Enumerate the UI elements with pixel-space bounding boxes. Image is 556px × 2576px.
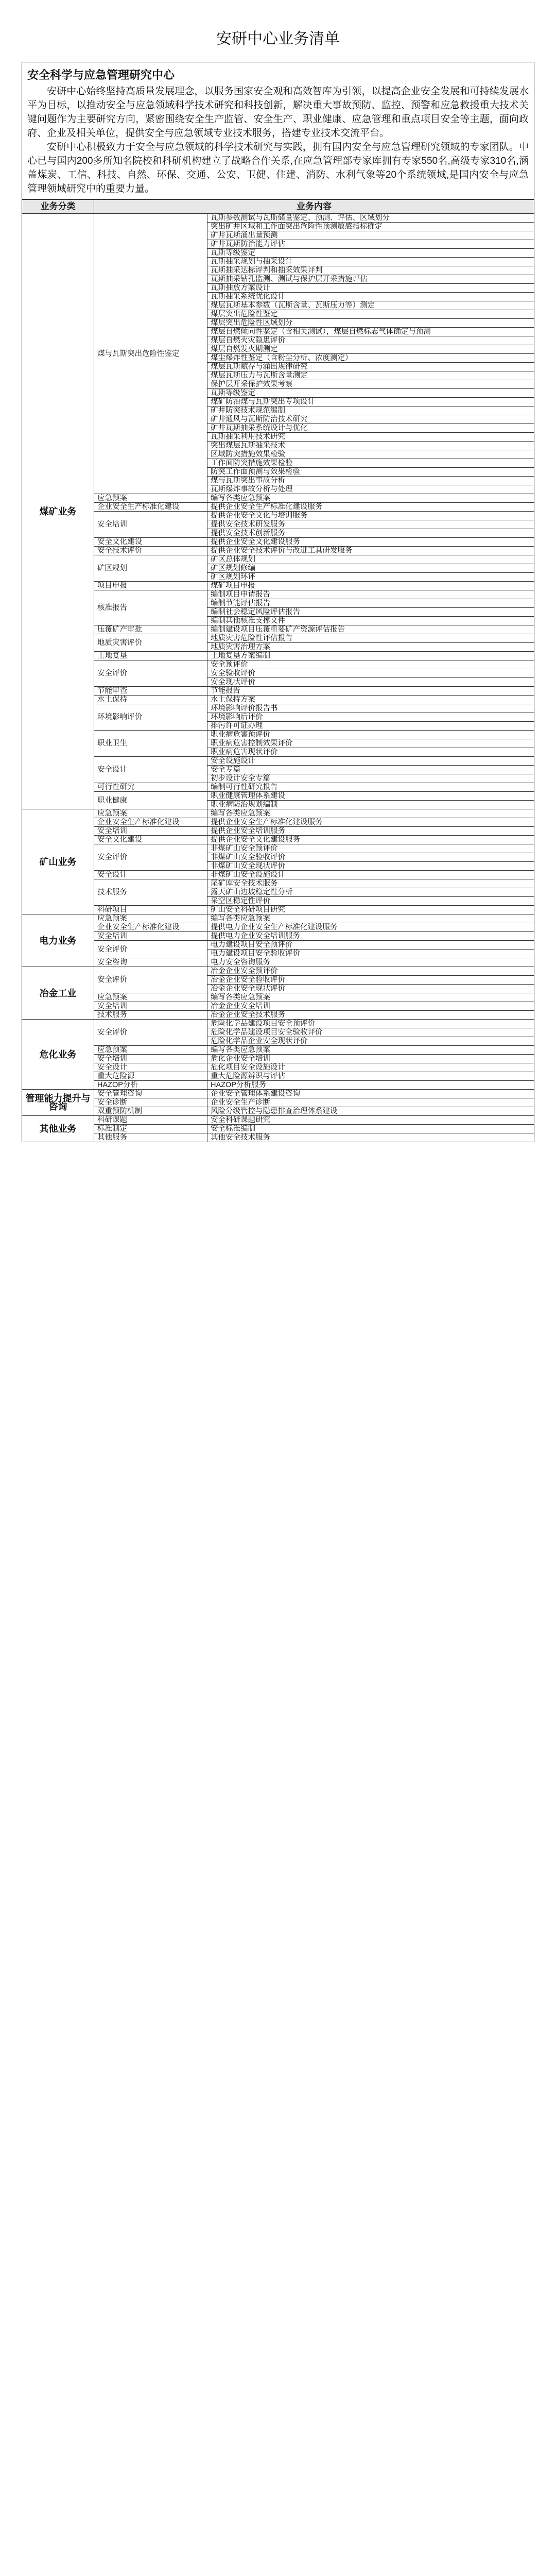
table-row xyxy=(22,512,534,520)
content-cell: 提供电力企业安全生产标准化建设服务 xyxy=(207,923,534,932)
business-table xyxy=(22,199,534,1142)
content-cell: 电力建设项目安全验收评价 xyxy=(207,950,534,958)
content-cell: 水土保持方案 xyxy=(207,696,534,704)
content-cell: 矿井防突技术规范编制 xyxy=(207,406,534,415)
header-content: 业务内容 xyxy=(94,200,534,214)
content-cell: 瓦斯抽采规划与抽采设计 xyxy=(207,258,534,266)
content-cell: 提供电力企业安全培训服务 xyxy=(207,932,534,941)
category-cell: 电力业务 xyxy=(22,914,94,967)
table-row xyxy=(22,696,534,704)
table-row xyxy=(22,704,534,713)
table-row xyxy=(22,1125,534,1133)
subcategory-cell: 其他服务 xyxy=(94,1133,207,1142)
content-cell: 企业安全管理体系建设咨询 xyxy=(207,1090,534,1098)
category-cell: 矿山业务 xyxy=(22,809,94,914)
content-cell: 矿井瓦斯涌出量预测 xyxy=(207,231,534,240)
content-cell: 提供企业安全文化与培训服务 xyxy=(207,512,534,520)
content-cell: 瓦斯抽采钻孔监测、测试与保护层开采措施评估 xyxy=(207,275,534,284)
subcategory-cell: 技术服务 xyxy=(94,879,207,906)
content-cell: 突出矿井区域和工作面突出危险性预测敏感指标确定 xyxy=(207,223,534,231)
table-row xyxy=(22,757,534,766)
content-cell: 安全标准编制 xyxy=(207,1125,534,1133)
subcategory-cell: 安全培训 xyxy=(94,932,207,941)
subcategory-cell: 企业安全生产标准化建设 xyxy=(94,503,207,512)
content-cell: 煤层自燃倾向性鉴定（含相关测试），煤层自燃标志气体确定与预测 xyxy=(207,328,534,336)
table-row xyxy=(22,932,534,941)
table-row xyxy=(22,494,534,503)
content-cell: 环境影响评价报告书 xyxy=(207,704,534,713)
content-cell: 提供企业安全生产标准化建设服务 xyxy=(207,818,534,827)
subcategory-cell: 安全培训 xyxy=(94,1055,207,1063)
content-cell: 矿山安全科研项目研究 xyxy=(207,906,534,914)
content-cell: 职业健康管理体系建设 xyxy=(207,792,534,801)
category-cell: 危化业务 xyxy=(22,1020,94,1090)
content-cell: 尾矿库安全技术服务 xyxy=(207,879,534,888)
subcategory-cell: 安全管理咨询 xyxy=(94,1090,207,1098)
content-cell: 瓦斯抽采系统优化设计 xyxy=(207,293,534,301)
table-row xyxy=(22,941,534,950)
content-cell: 瓦斯等级鉴定 xyxy=(207,249,534,258)
table-row xyxy=(22,783,534,792)
content-cell: 职业病危害预评价 xyxy=(207,731,534,739)
subcategory-cell: 安全评价 xyxy=(94,941,207,958)
table-row xyxy=(22,792,534,801)
table-row xyxy=(22,555,534,564)
content-cell: 编制其他核准支撑文件 xyxy=(207,617,534,625)
content-cell: 煤层突出危险性区域划分 xyxy=(207,319,534,328)
table-row xyxy=(22,731,534,739)
subcategory-cell: 安全技术评价 xyxy=(94,547,207,555)
table-row xyxy=(22,547,534,555)
content-cell: 防突工作面预测与效果检验 xyxy=(207,468,534,477)
content-cell: 煤层瓦斯赋存与涌出规律研究 xyxy=(207,363,534,371)
content-cell: 瓦斯抽放方案设计 xyxy=(207,284,534,293)
intro-heading: 安全科学与应急管理研究中心 xyxy=(27,69,175,81)
content-cell: 危险化学品企业安全现状评价 xyxy=(207,1037,534,1046)
table-row xyxy=(22,1020,534,1028)
table-row xyxy=(22,582,534,590)
category-cell: 其他业务 xyxy=(22,1116,94,1142)
content-cell: HAZOP分析服务 xyxy=(207,1081,534,1090)
content-cell: 安全科研课题研究 xyxy=(207,1116,534,1125)
content-cell: 安全专篇 xyxy=(207,766,534,774)
intro-box xyxy=(22,62,534,199)
table-row xyxy=(22,879,534,888)
category-cell: 管理能力提升与咨询 xyxy=(22,1090,94,1116)
content-cell: 瓦斯抽采达标评判和抽采效果评判 xyxy=(207,266,534,275)
content-cell: 冶金企业安全预评价 xyxy=(207,967,534,976)
content-cell: 安全预评价 xyxy=(207,660,534,669)
content-cell: 采空区稳定性评价 xyxy=(207,897,534,906)
subcategory-cell: 安全设计 xyxy=(94,1063,207,1072)
content-cell: 提供企业安全技术评价与改进工具研发服务 xyxy=(207,547,534,555)
content-cell: 冶金企业安全验收评价 xyxy=(207,976,534,985)
content-cell: 其他安全技术服务 xyxy=(207,1133,534,1142)
subcategory-cell: 安全诊断 xyxy=(94,1098,207,1107)
content-cell: 重大危险源辨识与评估 xyxy=(207,1072,534,1081)
content-cell: 煤矿防治煤与瓦斯突出专项设计 xyxy=(207,398,534,406)
subcategory-cell: 双重预防机制 xyxy=(94,1107,207,1116)
table-row xyxy=(22,958,534,967)
subcategory-cell: 核准报告 xyxy=(94,590,207,625)
content-cell: 矿井瓦斯防治能力评估 xyxy=(207,240,534,249)
content-cell: 瓦斯爆炸事故分析与处理 xyxy=(207,485,534,494)
content-cell: 瓦斯参数测试与瓦斯储量鉴定、预测、评估、区域划分 xyxy=(207,214,534,223)
content-cell: 编制节能评估报告 xyxy=(207,599,534,608)
content-cell: 工作面防突措施效果检验 xyxy=(207,459,534,468)
subcategory-cell: 土地复垦 xyxy=(94,652,207,660)
table-row xyxy=(22,625,534,634)
table-row xyxy=(22,1002,534,1011)
content-cell: 安全验收评价 xyxy=(207,669,534,678)
table-row xyxy=(22,827,534,836)
subcategory-cell: 科研课题 xyxy=(94,1116,207,1125)
subcategory-cell: HAZOP分析 xyxy=(94,1081,207,1090)
content-cell: 瓦斯抽采利用技术研究 xyxy=(207,433,534,442)
table-row xyxy=(22,967,534,976)
subcategory-cell: 安全设计 xyxy=(94,757,207,783)
content-cell: 瓦斯等级鉴定 xyxy=(207,389,534,398)
content-cell: 危化企业安全培训 xyxy=(207,1055,534,1063)
subcategory-cell: 压覆矿产审批 xyxy=(94,625,207,634)
content-cell: 煤矿项目申报 xyxy=(207,582,534,590)
content-cell: 矿区规划环评 xyxy=(207,573,534,582)
content-cell: 安全现状评价 xyxy=(207,678,534,687)
content-cell: 煤层突出危险性鉴定 xyxy=(207,310,534,319)
table-row xyxy=(22,687,534,696)
table-row xyxy=(22,836,534,844)
subcategory-cell: 应急预案 xyxy=(94,1046,207,1055)
table-row xyxy=(22,1090,534,1098)
subcategory-cell: 环境影响评价 xyxy=(94,704,207,731)
subcategory-cell: 安全咨询 xyxy=(94,958,207,967)
table-row xyxy=(22,634,534,643)
subcategory-cell: 职业卫生 xyxy=(94,731,207,757)
table-row xyxy=(22,652,534,660)
content-cell: 初步设计安全专篇 xyxy=(207,774,534,783)
content-cell: 非煤矿山安全预评价 xyxy=(207,844,534,853)
table-row xyxy=(22,906,534,914)
subcategory-cell: 可行性研究 xyxy=(94,783,207,792)
content-cell: 编制可行性研究报告 xyxy=(207,783,534,792)
content-cell: 节能报告 xyxy=(207,687,534,696)
content-cell: 电力建设项目安全预评价 xyxy=(207,941,534,950)
subcategory-cell: 技术服务 xyxy=(94,1011,207,1020)
table-row xyxy=(22,1055,534,1063)
subcategory-cell: 重大危险源 xyxy=(94,1072,207,1081)
content-cell: 矿区总体规划 xyxy=(207,555,534,564)
intro-text xyxy=(27,84,529,196)
subcategory-cell: 安全设计 xyxy=(94,871,207,879)
subcategory-cell: 职业健康 xyxy=(94,792,207,809)
table-row xyxy=(22,1063,534,1072)
content-cell: 编制项目申请报告 xyxy=(207,590,534,599)
subcategory-cell: 节能审查 xyxy=(94,687,207,696)
content-cell: 区域防突措施效果检验 xyxy=(207,450,534,459)
page-title: 安研中心业务清单 xyxy=(216,30,340,47)
content-cell: 矿井通风与瓦斯防治技术研究 xyxy=(207,415,534,424)
table-row xyxy=(22,660,534,669)
subcategory-cell: 安全评价 xyxy=(94,660,207,687)
content-cell: 排污许可证办理 xyxy=(207,722,534,731)
content-cell: 提供安全技术创新服务 xyxy=(207,529,534,538)
content-cell: 编制社会稳定风险评估报告 xyxy=(207,608,534,617)
content-cell: 非煤矿山安全现状评价 xyxy=(207,862,534,871)
content-cell: 非煤矿山安全设施设计 xyxy=(207,871,534,879)
table-row xyxy=(22,1107,534,1116)
table-row xyxy=(22,590,534,599)
content-cell: 编写各类应急预案 xyxy=(207,809,534,818)
table-row xyxy=(22,818,534,827)
content-cell: 非煤矿山安全验收评价 xyxy=(207,853,534,862)
subcategory-cell: 应急预案 xyxy=(94,809,207,818)
content-cell: 冶金企业安全培训 xyxy=(207,1002,534,1011)
table-row xyxy=(22,1116,534,1125)
subcategory-cell: 项目申报 xyxy=(94,582,207,590)
content-cell: 企业安全生产诊断 xyxy=(207,1098,534,1107)
content-cell: 危化项目安全设施设计 xyxy=(207,1063,534,1072)
content-cell: 矿区规划修编 xyxy=(207,564,534,573)
subcategory-cell: 煤与瓦斯突出危险性鉴定 xyxy=(94,214,207,494)
table-row xyxy=(22,1011,534,1020)
subcategory-cell: 标准制定 xyxy=(94,1125,207,1133)
content-cell: 冶金企业安全技术服务 xyxy=(207,1011,534,1020)
content-cell: 风险分级管控与隐患排查治理体系建设 xyxy=(207,1107,534,1116)
subcategory-cell: 安全文化建设 xyxy=(94,538,207,547)
subcategory-cell: 水土保持 xyxy=(94,696,207,704)
table-row xyxy=(22,844,534,853)
content-cell: 提供企业安全生产标准化建设服务 xyxy=(207,503,534,512)
table-row xyxy=(22,914,534,923)
content-cell: 保护层开采保护效果考察 xyxy=(207,380,534,389)
content-cell: 煤尘爆炸性鉴定（含粉尘分析、浓度测定） xyxy=(207,354,534,363)
content-cell: 露天矿山边坡稳定性分析 xyxy=(207,888,534,897)
content-cell: 煤与瓦斯突出事故分析 xyxy=(207,477,534,485)
content-cell: 提供安全技术研发服务 xyxy=(207,520,534,529)
subcategory-cell: 安全培训 xyxy=(94,827,207,836)
subcategory-cell: 安全文化建设 xyxy=(94,836,207,844)
subcategory-cell: 安全评价 xyxy=(94,844,207,871)
content-cell: 编写各类应急预案 xyxy=(207,993,534,1002)
content-cell: 煤层自燃发火期测定 xyxy=(207,345,534,354)
content-cell: 矿井瓦斯抽采系统设计与优化 xyxy=(207,424,534,433)
content-cell: 地质灾害危险性评估报告 xyxy=(207,634,534,643)
content-cell: 冶金企业安全现状评价 xyxy=(207,985,534,993)
subcategory-cell: 企业安全生产标准化建设 xyxy=(94,923,207,932)
header-category: 业务分类 xyxy=(22,200,94,214)
table-row xyxy=(22,923,534,932)
content-cell: 编写各类应急预案 xyxy=(207,1046,534,1055)
content-cell: 提供企业安全文化建设服务 xyxy=(207,538,534,547)
content-cell: 编写各类应急预案 xyxy=(207,914,534,923)
table-row xyxy=(22,538,534,547)
content-cell: 编制建设项目压覆重要矿产资源评估报告 xyxy=(207,625,534,634)
content-cell: 危险化学品建设项目安全预评价 xyxy=(207,1020,534,1028)
content-cell: 电力安全咨询服务 xyxy=(207,958,534,967)
subcategory-cell: 企业安全生产标准化建设 xyxy=(94,818,207,827)
subcategory-cell: 应急预案 xyxy=(94,914,207,923)
table-row xyxy=(22,871,534,879)
content-cell: 地质灾害治理方案 xyxy=(207,643,534,652)
category-cell: 煤矿业务 xyxy=(22,214,94,809)
table-row xyxy=(22,1133,534,1142)
table-row xyxy=(22,1072,534,1081)
content-cell: 提供企业安全文化建设服务 xyxy=(207,836,534,844)
subcategory-cell: 应急预案 xyxy=(94,494,207,503)
content-cell: 环境影响后评价 xyxy=(207,713,534,722)
subcategory-cell: 安全培训 xyxy=(94,1002,207,1011)
content-cell: 提供企业安全培训服务 xyxy=(207,827,534,836)
content-cell: 职业病危害现状评价 xyxy=(207,748,534,757)
subcategory-cell: 应急预案 xyxy=(94,993,207,1002)
subcategory-cell: 安全培训 xyxy=(94,512,207,538)
content-cell: 突出煤层瓦斯抽采技术 xyxy=(207,442,534,450)
category-cell: 冶金工业 xyxy=(22,967,94,1020)
content-cell: 职业病危害控制效果评价 xyxy=(207,739,534,748)
content-cell: 煤层瓦斯压力与瓦斯含量测定 xyxy=(207,371,534,380)
content-cell: 土地复垦方案编制 xyxy=(207,652,534,660)
intro-paragraph: 安研中心积极致力于安全与应急领域的科学技术研究与实践，拥有国内安全与应急管理研究领域的专家团队。中心已与国内200多所知名院校和科研机构建立了战略合作关系,在应急管理部专家库拥有专家550名,高级专家310名,涵盖煤炭、工信、科技、自然、环保、交通、公安、卫健、住建、消防、水利气象等20个系统领域,是国内安全与应急管理领域研究中的重要力量。 xyxy=(27,142,529,194)
subcategory-cell: 地质灾害评价 xyxy=(94,634,207,652)
intro-paragraph: 安研中心始终坚持高质量发展理念，以服务国家安全观和高效智库为引领，以提高企业安全发展和可持续发展水平为目标，以推动安全与应急领域科学技术研究和科技创新，解决重大事故预防、监控、预警和应急救援重大技术关键问题作为主要研究方向，紧密围绕安全生产监管、安全生产、职业健康、应急管理和重点项目安全等主题，面向政府、企业及相关单位，提供安全与应急领域专业技术服务，搭建专业技术交流平台。 xyxy=(27,86,529,139)
content-cell: 职业病防治规划编制 xyxy=(207,801,534,809)
content-cell: 编写各类应急预案 xyxy=(207,494,534,503)
table-row xyxy=(22,1098,534,1107)
subcategory-cell: 安全评价 xyxy=(94,967,207,993)
table-row xyxy=(22,1081,534,1090)
table-row xyxy=(22,993,534,1002)
table-row xyxy=(22,503,534,512)
content-cell: 危险化学品建设项目安全验收评价 xyxy=(207,1028,534,1037)
table-row xyxy=(22,214,534,223)
table-body xyxy=(22,214,534,1142)
table-header-row xyxy=(22,200,534,214)
content-cell: 安全设施设计 xyxy=(207,757,534,766)
content-cell: 煤层瓦斯基本参数（瓦斯含量、瓦斯压力等）测定 xyxy=(207,301,534,310)
content-cell: 煤层自燃火灾隐患评价 xyxy=(207,336,534,345)
table-row xyxy=(22,1046,534,1055)
subcategory-cell: 安全评价 xyxy=(94,1020,207,1046)
subcategory-cell: 科研项目 xyxy=(94,906,207,914)
table-row xyxy=(22,809,534,818)
subcategory-cell: 矿区规划 xyxy=(94,555,207,582)
